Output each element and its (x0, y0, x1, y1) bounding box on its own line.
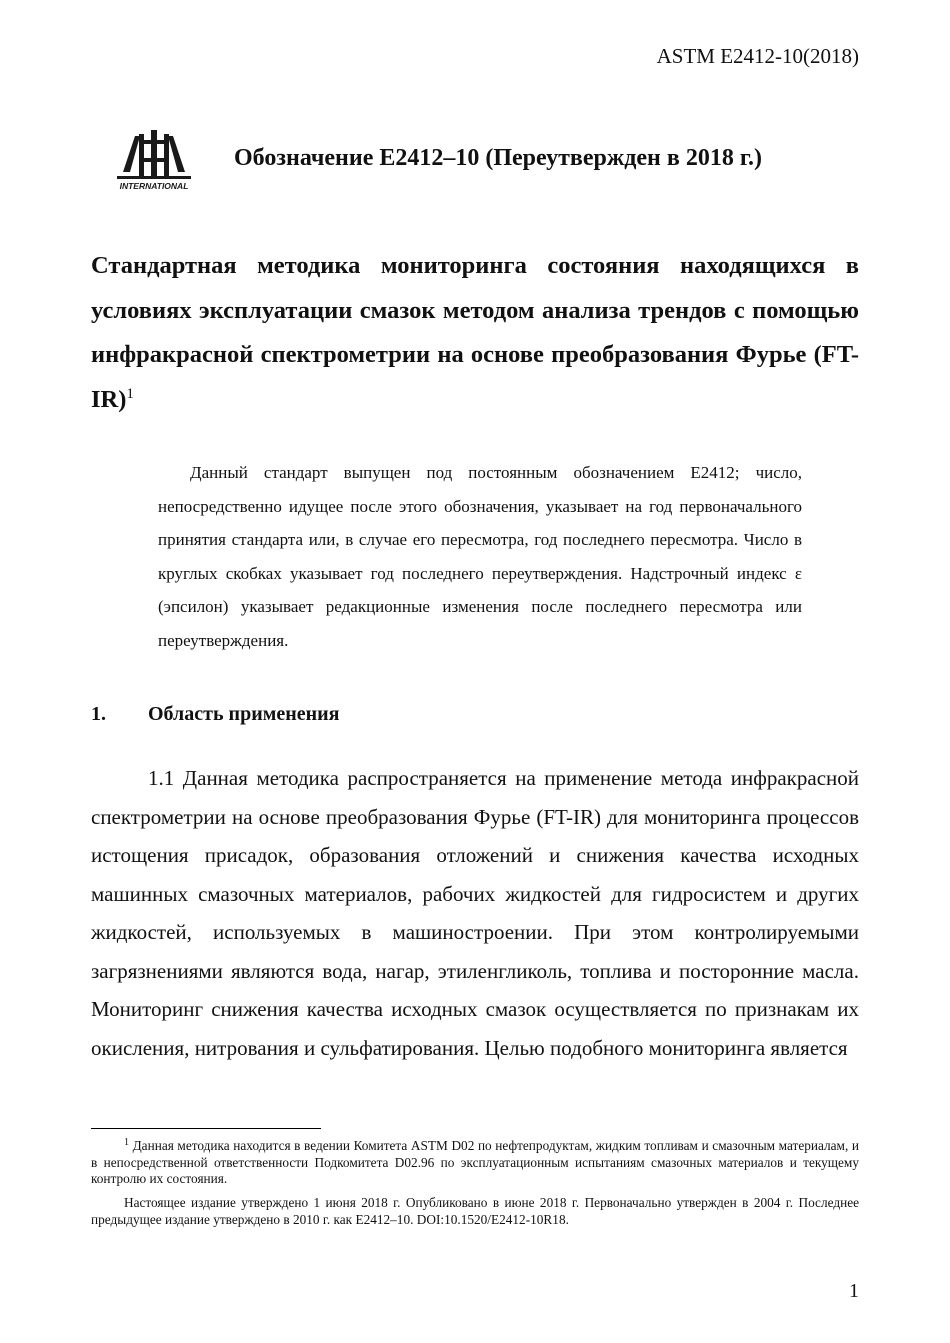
footnote-separator (91, 1128, 321, 1129)
title-text: Стандартная методика мониторинга состояния находящихся в условиях эксплуатации смазок методом анализа трендов с помощью инфракрасной спектрометрии на основе преобразования Фурье (FT-IR) (91, 252, 859, 413)
standard-notice: Данный стандарт выпущен под постоянным обозначением E2412; число, непосредственно идущее после этого обозначения, указывает на год первоначального принятия стандарта или, в случае его пересмотра, год последнего пересмотра. Число в круглых скобках указывает год последнего переутверждения. Надстрочный индекс ε (эпсилон) указывает редакционные изменения после последнего пересмотра или переутверждения. (158, 463, 802, 650)
footnote-1 (91, 1138, 859, 1188)
document-code-header: ASTM E2412-10(2018) (656, 44, 859, 68)
footnote-mark: 1 (124, 1137, 129, 1148)
designation-heading: Обозначение E2412–10 (Переутвержден в 2018 г.) (234, 145, 762, 171)
title-footnote-mark: 1 (126, 385, 134, 402)
section-number: 1. (91, 703, 106, 725)
page-number: 1 (849, 1280, 859, 1302)
standard-title (91, 244, 859, 422)
footnote-1-text: Данная методика находится в ведении Комитета ASTM D02 по нефтепродуктам, жидким топливам и смазочным материалам, и в непосредственной ответственности Подкомитета D02.96 по эксплуатационным испытаниям смазочных материалов и текущему контролю их состояния. (91, 1138, 860, 1187)
logo-caption: INTERNATIONAL (119, 181, 189, 191)
footnote-2: Настоящее издание утверждено 1 июня 2018 г. Опубликовано в июне 2018 г. Первоначально утвержден в 2004 г. Последнее предыдущее издание утверждено в 2010 г. как E2412–10. DOI:10.1520/E2412-10R18. (91, 1195, 859, 1227)
scope-paragraph: 1.1 Данная методика распространяется на применение метода инфракрасной спектрометрии на основе преобразования Фурье (FT-IR) для мониторинга процессов истощения присадок, образования отложений и снижения качества исходных машинных смазочных материалов, рабочих жидкостей для гидросистем и других жидкостей, используемых в машиностроении. При этом контролируемыми загрязнениями являются вода, нагар, этиленгликоль, топлива и посторонние масла. Мониторинг снижения качества исходных смазок осуществляется по признакам их окисления, нитрования и сульфатирования. Целью подобного мониторинга является (91, 766, 859, 1060)
section-title: Область применения (148, 703, 340, 725)
astm-logo (113, 128, 195, 196)
